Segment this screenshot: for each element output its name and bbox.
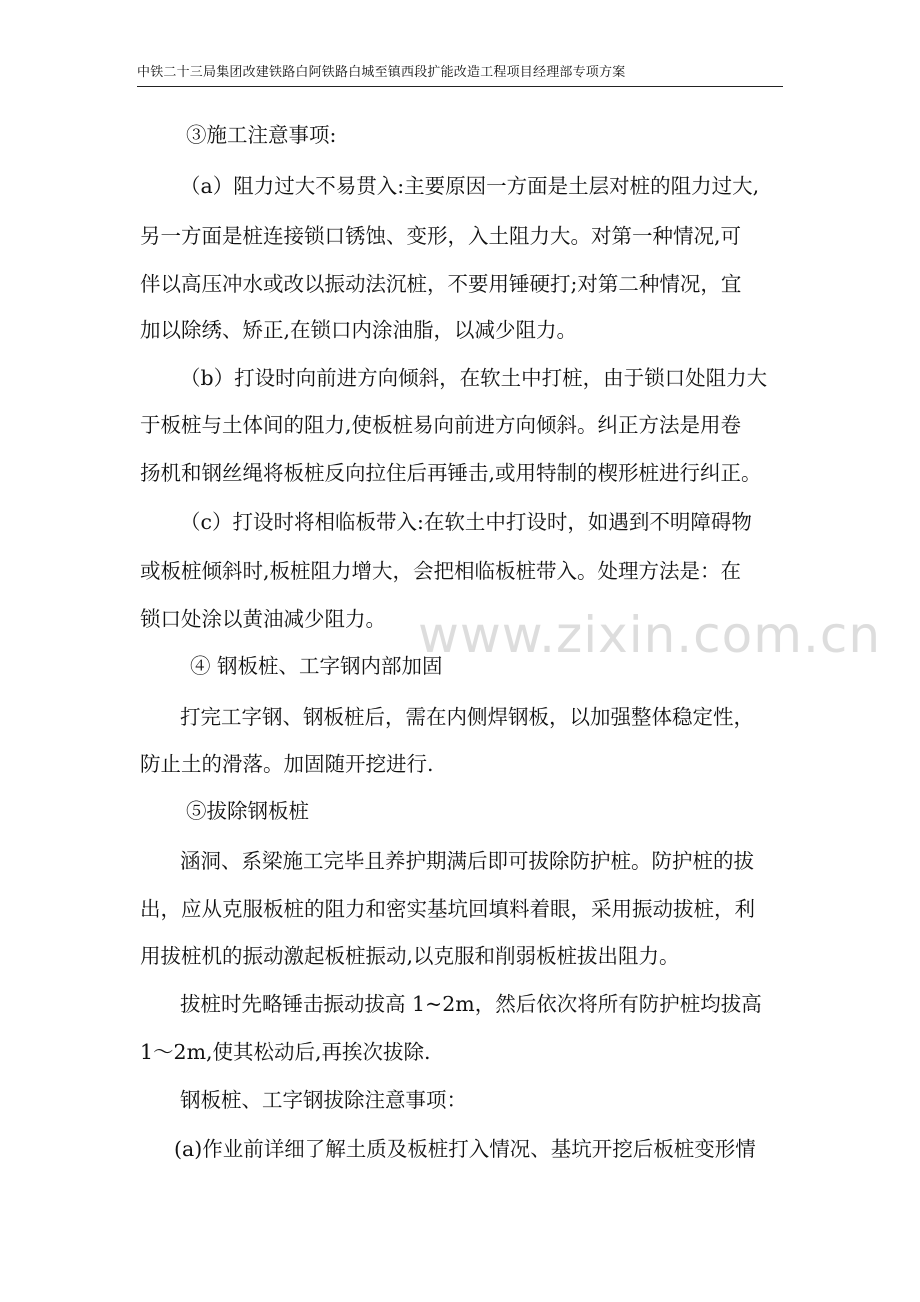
paragraph-line: 加以除绣、矫正,在锁口内涂油脂，以减少阻力。 — [140, 318, 578, 342]
paragraph-line: （b）打设时向前进方向倾斜，在软土中打桩，由于锁口处阻力大 — [180, 366, 768, 390]
paragraph-line: 涵洞、系梁施工完毕且养护期满后即可拔除防护桩。防护桩的拔 — [180, 849, 754, 873]
paragraph-line: 另一方面是桩连接锁口锈蚀、变形，入土阻力大。对第一种情况,可 — [140, 224, 742, 248]
paragraph-line: 锁口处涂以黄油减少阻力。 — [140, 607, 386, 631]
paragraph-line: 拔桩时先略锤击振动拔高 1~2m，然后依次将所有防护桩均拔高 — [180, 992, 762, 1016]
paragraph-line: （c）打设时将相临板带入:在软土中打设时，如遇到不明障碍物 — [180, 510, 752, 534]
paragraph-line: 用拔桩机的振动激起板桩振动,以克服和削弱板桩拔出阻力。 — [140, 944, 680, 968]
paragraph-line: 出，应从克服板桩的阻力和密实基坑回填料着眼，采用振动拔桩，利 — [140, 897, 755, 921]
heading-internal-reinforcement: ④ 钢板桩、工字钢内部加固 — [190, 654, 443, 678]
paragraph-line: 防止土的滑落。加固随开挖进行. — [140, 752, 434, 776]
paragraph-line: （a）阻力过大不易贯入:主要原因一方面是土层对桩的阻力过大, — [180, 174, 760, 198]
watermark: www.zixin.com.cn — [418, 606, 882, 664]
paragraph-line: 打完工字钢、钢板桩后，需在内侧焊钢板，以加强整体稳定性， — [180, 705, 754, 729]
page-header: 中铁二十三局集团改建铁路白阿铁路白城至镇西段扩能改造工程项目经理部专项方案 — [137, 64, 783, 87]
heading-remove-sheet-piles: ⑤拔除钢板桩 — [186, 799, 309, 823]
paragraph-line: (a)作业前详细了解土质及板桩打入情况、基坑开挖后板桩变形情 — [174, 1137, 756, 1161]
paragraph-line: 1～2m,使其松动后,再挨次拔除. — [140, 1040, 431, 1064]
heading-removal-notes: 钢板桩、工字钢拔除注意事项： — [180, 1088, 467, 1112]
heading-construction-notes: ③施工注意事项: — [186, 123, 337, 147]
paragraph-line: 或板桩倾斜时,板桩阻力增大，会把相临板桩带入。处理方法是：在 — [140, 559, 742, 583]
paragraph-line: 于板桩与土体间的阻力,使板桩易向前进方向倾斜。纠正方法是用卷 — [140, 413, 742, 437]
paragraph-line: 扬机和钢丝绳将板桩反向拉住后再锤击,或用特制的楔形桩进行纠正。 — [140, 461, 762, 485]
paragraph-line: 伴以高压冲水或改以振动法沉桩，不要用锤硬打;对第二种情况，宜 — [140, 272, 742, 296]
